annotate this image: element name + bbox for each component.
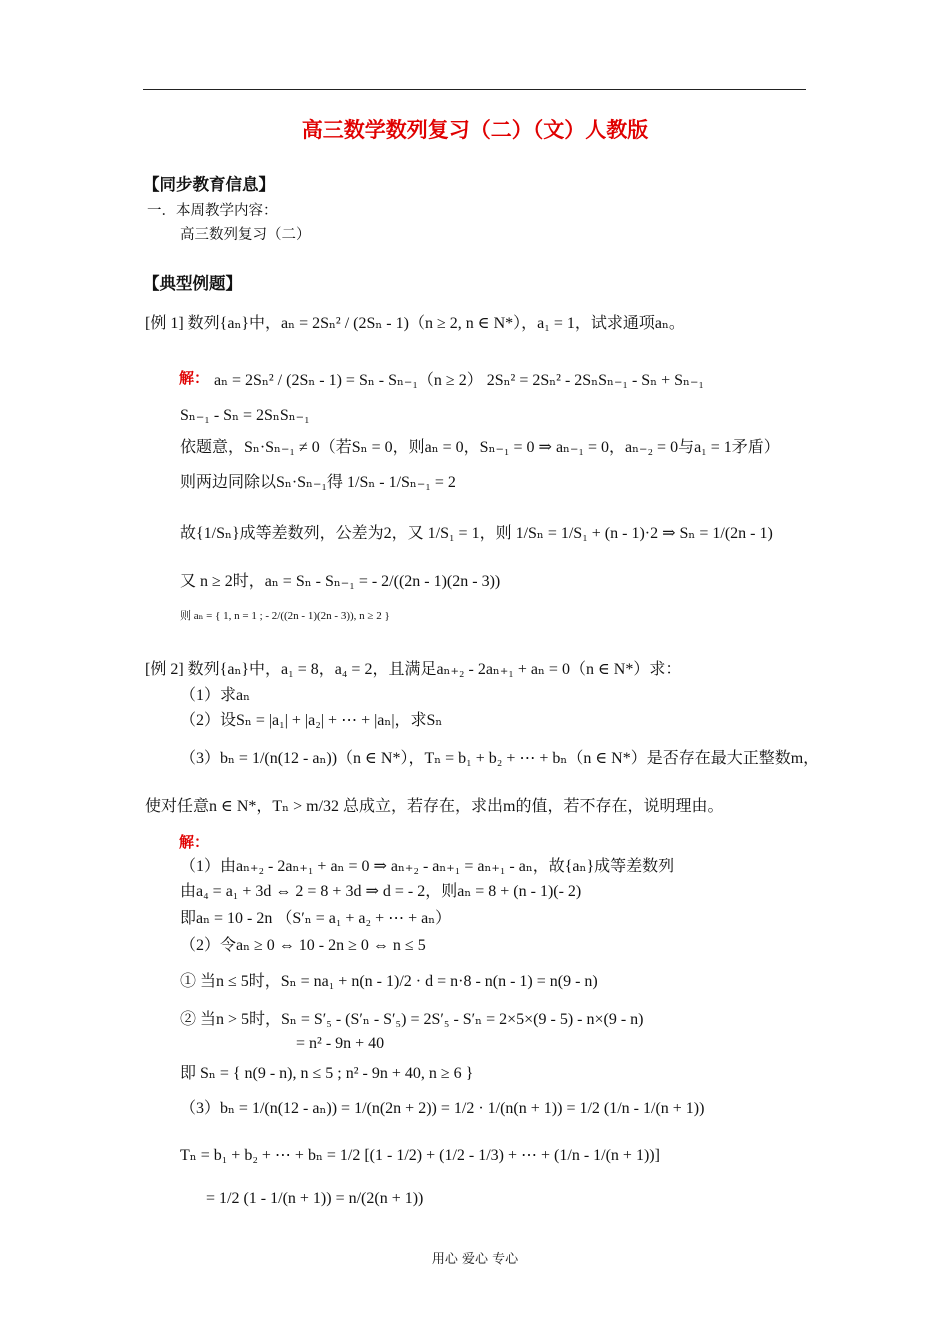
example2-line: （2）令aₙ ≥ 0 ⇔ 10 - 2n ≥ 0 ⇔ n ≤ 5 [180, 937, 426, 954]
page-footer: 用心 爱心 专心 [431, 1252, 519, 1267]
example1-prompt: [例 1] 数列{aₙ}中，aₙ = 2Sₙ² / (2Sₙ - 1)（n ≥ 2, n ∈ N*），a₁ = 1，试求通项aₙ。 [145, 315, 685, 332]
example1-line: 故{1/Sₙ}成等差数列，公差为2，又 1/S₁ = 1，则 1/Sₙ = 1/S₁ + (n - 1)·2 ⇒ Sₙ = 1/(2n - 1) [180, 525, 773, 542]
example2-line: = n² - 9n + 40 [296, 1035, 385, 1052]
content-item: 一．本周教学内容： [147, 203, 278, 219]
top-rule [143, 89, 806, 90]
example2-line: = 1/2 (1 - 1/(n + 1)) = n/(2(n + 1)) [206, 1190, 424, 1207]
example2-prompt: [例 2] 数列{aₙ}中，a₁ = 8，a₄ = 2，且满足aₙ₊₂ - 2aₙ₊₁ + aₙ = 0（n ∈ N*）求： [145, 661, 682, 678]
example2-line: Tₙ = b₁ + b₂ + ⋯ + bₙ = 1/2 [(1 - 1/2) + (1/2 - 1/3) + ⋯ + (1/n - 1/(n + 1))] [180, 1147, 660, 1164]
section-heading-info: 【同步教育信息】 [143, 175, 275, 194]
example2-question: （2）设Sₙ = |a₁| + |a₂| + ⋯ + |aₙ|，求Sₙ [180, 712, 443, 729]
example1-line: Sₙ₋₁ - Sₙ = 2SₙSₙ₋₁ [180, 407, 310, 424]
example1-line: 依题意，Sₙ·Sₙ₋₁ ≠ 0（若Sₙ = 0，则aₙ = 0，Sₙ₋₁ = 0 ⇒ aₙ₋₁ = 0，aₙ₋₂ = 0与a₁ = 1矛盾） [180, 439, 780, 456]
page-title: 高三数学数列复习（二）（文）人教版 [301, 118, 649, 142]
example1-piecewise: 则 aₙ = { 1, n = 1 ; - 2/((2n - 1)(2n - 3)), n ≥ 2 } [180, 610, 390, 622]
example2-question: （1）求aₙ [180, 687, 251, 704]
example2-line: （1）由aₙ₊₂ - 2aₙ₊₁ + aₙ = 0 ⇒ aₙ₊₂ - aₙ₊₁ = aₙ₊₁ - aₙ，故{aₙ}成等差数列 [180, 858, 675, 875]
example2-piecewise: 即 Sₙ = { n(9 - n), n ≤ 5 ; n² - 9n + 40, n ≥ 6 } [180, 1065, 474, 1082]
example1-line: 则两边同除以Sₙ·Sₙ₋₁得 1/Sₙ - 1/Sₙ₋₁ = 2 [180, 474, 456, 491]
example2-line: 即aₙ = 10 - 2n （S′ₙ = a₁ + a₂ + ⋯ + aₙ） [180, 910, 452, 927]
example2-line: （3）bₙ = 1/(n(12 - aₙ)) = 1/(n(2n + 2)) = 1/2 · 1/(n(n + 1)) = 1/2 (1/n - 1/(n + 1)) [180, 1100, 705, 1117]
section-heading-examples: 【典型例题】 [143, 274, 242, 293]
example2-question: （3）bₙ = 1/(n(12 - aₙ))（n ∈ N*），Tₙ = b₁ + b₂ + ⋯ + bₙ（n ∈ N*）是否存在最大正整数m， [180, 750, 820, 767]
example1-line: 又 n ≥ 2时，aₙ = Sₙ - Sₙ₋₁ = - 2/((2n - 1)(2n - 3)) [180, 573, 501, 590]
example2-line: ② 当n > 5时，Sₙ = S′₅ - (S′ₙ - S′₅) = 2S′₅ - S′ₙ = 2×5×(9 - 5) - n×(9 - n) [180, 1011, 644, 1028]
example1-solution-label: 解： [179, 369, 210, 387]
example2-line: 由a₄ = a₁ + 3d ⇔ 2 = 8 + 3d ⇒ d = - 2，则aₙ = 8 + (n - 1)(- 2) [180, 883, 582, 900]
example2-line: ① 当n ≤ 5时，Sₙ = na₁ + n(n - 1)/2 · d = n·8 - n(n - 1) = n(9 - n) [180, 973, 598, 990]
example1-line: aₙ = 2Sₙ² / (2Sₙ - 1) = Sₙ - Sₙ₋₁（n ≥ 2） 2Sₙ² = 2Sₙ² - 2SₙSₙ₋₁ - Sₙ + Sₙ₋₁ [214, 372, 704, 389]
content-sub-item: 高三数列复习（二） [180, 227, 311, 243]
example2-solution-label: 解： [179, 833, 210, 851]
example2-question: 使对任意n ∈ N*，Tₙ > m/32 总成立，若存在，求出m的值，若不存在，说明理由。 [145, 798, 724, 815]
